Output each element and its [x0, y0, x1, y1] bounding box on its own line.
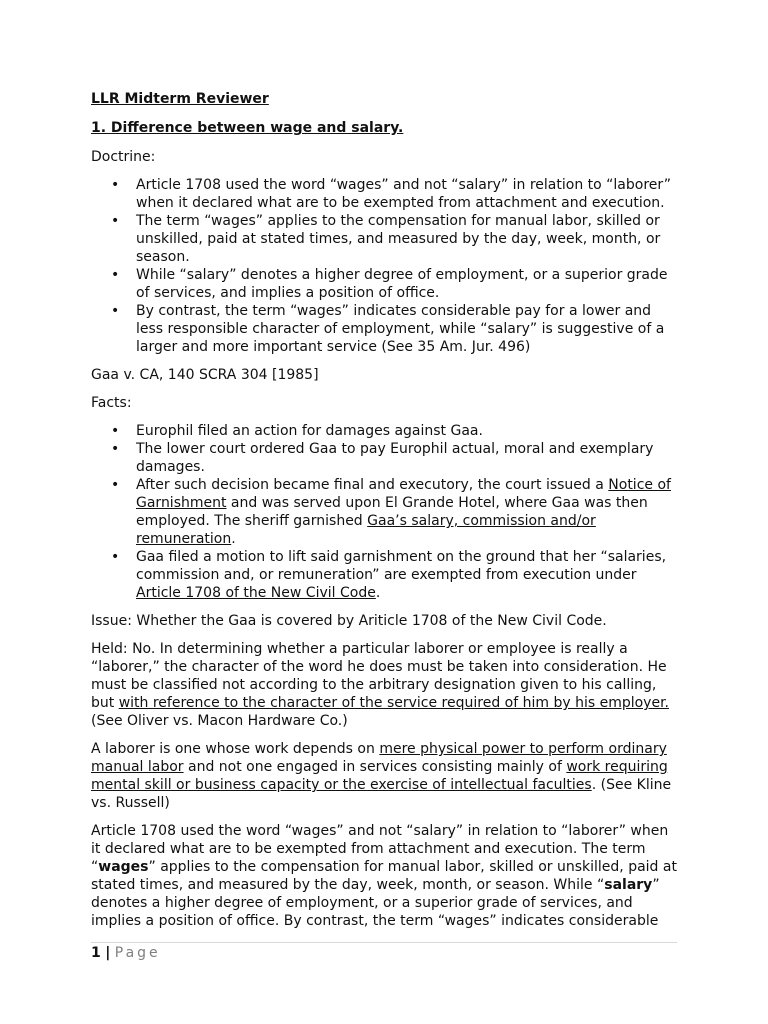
underlined-text: Gaa’s salary, commission and/or remuneration — [136, 513, 596, 547]
list-item: • Article 1708 used the word “wages” and not “salary” in relation to “laborer” when it declared what are to be exempted from attachment and execution. — [91, 176, 681, 212]
issue-paragraph: Issue: Whether the Gaa is covered by Ariticle 1708 of the New Civil Code. — [91, 613, 607, 629]
text: and not one engaged in services consisting mainly of — [183, 759, 567, 775]
text: . — [375, 585, 381, 601]
list-item: • Europhil filed an action for damages against Gaa. — [91, 422, 681, 440]
underlined-text: work requiring mental skill or business capacity or the exercise of intellectual faculties — [91, 759, 668, 793]
underlined-text: mere physical power to perform ordinary manual labor — [91, 741, 667, 775]
section-heading: 1. Difference between wage and salary. — [91, 120, 404, 136]
text: and was served upon El Grande Hotel, where Gaa was then employed. The sheriff garnished — [136, 495, 648, 529]
text: ” applies to the compensation for manual labor, skilled or unskilled, paid at stated times, and measured by the day, week, month, or season. While “ — [91, 859, 677, 893]
held-paragraph — [91, 640, 681, 730]
bold-text: salary — [604, 877, 653, 893]
facts-label: Facts: — [91, 395, 132, 411]
text: Article 1708 used the word “wages” and not “salary” in relation to “laborer” when it declared what are to be exempted from attachment and execution. The term “ — [91, 823, 669, 875]
list-item: • While “salary” denotes a higher degree of employment, or a superior grade of services, and implies a position of office. — [91, 266, 681, 302]
list-item: • The lower court ordered Gaa to pay Europhil actual, moral and exemplary damages. — [91, 440, 681, 476]
list-item — [91, 548, 681, 602]
list-item: • The term “wages” applies to the compensation for manual labor, skilled or unskilled, paid at stated times, and measured by the day, week, month, or season. — [91, 212, 681, 266]
footer-divider — [91, 942, 677, 943]
facts-list — [91, 422, 681, 602]
list-item — [91, 476, 681, 548]
document-title: LLR Midterm Reviewer — [91, 91, 269, 107]
text: (See Oliver vs. Macon Hardware Co.) — [91, 713, 348, 729]
footer-separator: | — [105, 945, 111, 961]
laborer-paragraph — [91, 740, 681, 812]
bold-text: wages — [98, 859, 149, 875]
document-body — [91, 90, 681, 940]
page-number: 1 — [91, 945, 101, 961]
text: . (See Kline vs. Russell) — [91, 777, 672, 811]
list-item: • By contrast, the term “wages” indicates considerable pay for a lower and less responsible character of employment, while “salary” is suggestive of a larger and more important service (See 35 Am. Jur. 496) — [91, 302, 681, 356]
doctrine-label: Doctrine: — [91, 149, 156, 165]
case-citation: Gaa v. CA, 140 SCRA 304 [1985] — [91, 367, 319, 383]
page-footer — [91, 944, 161, 962]
doctrine-list — [91, 176, 681, 356]
text: . — [231, 531, 236, 547]
text: After such decision became final and executory, the court issued a — [136, 477, 609, 493]
text: A laborer is one whose work depends on — [91, 741, 380, 757]
text: Gaa filed a motion to lift said garnishment on the ground that her “salaries, commission and, or remuneration” are exempted from execution under — [136, 549, 667, 583]
underlined-text: Notice of Garnishment — [136, 477, 671, 511]
underlined-text: with reference to the character of the service required of him by his employer. — [118, 695, 669, 711]
text: Held: No. In determining whether a particular laborer or employee is really a “laborer,” the character of the word he does must be taken into consideration. He must be classified not according to the arbitrary designation given to his calling, but — [91, 641, 667, 711]
underlined-text: Article 1708 of the New Civil Code — [136, 585, 376, 601]
article-paragraph — [91, 822, 681, 930]
page-label: Page — [114, 945, 161, 961]
text: ” denotes a higher degree of employment, or a superior grade of services, and implies a position of office. By contrast, the term “wages” indicates considerable — [91, 877, 660, 929]
